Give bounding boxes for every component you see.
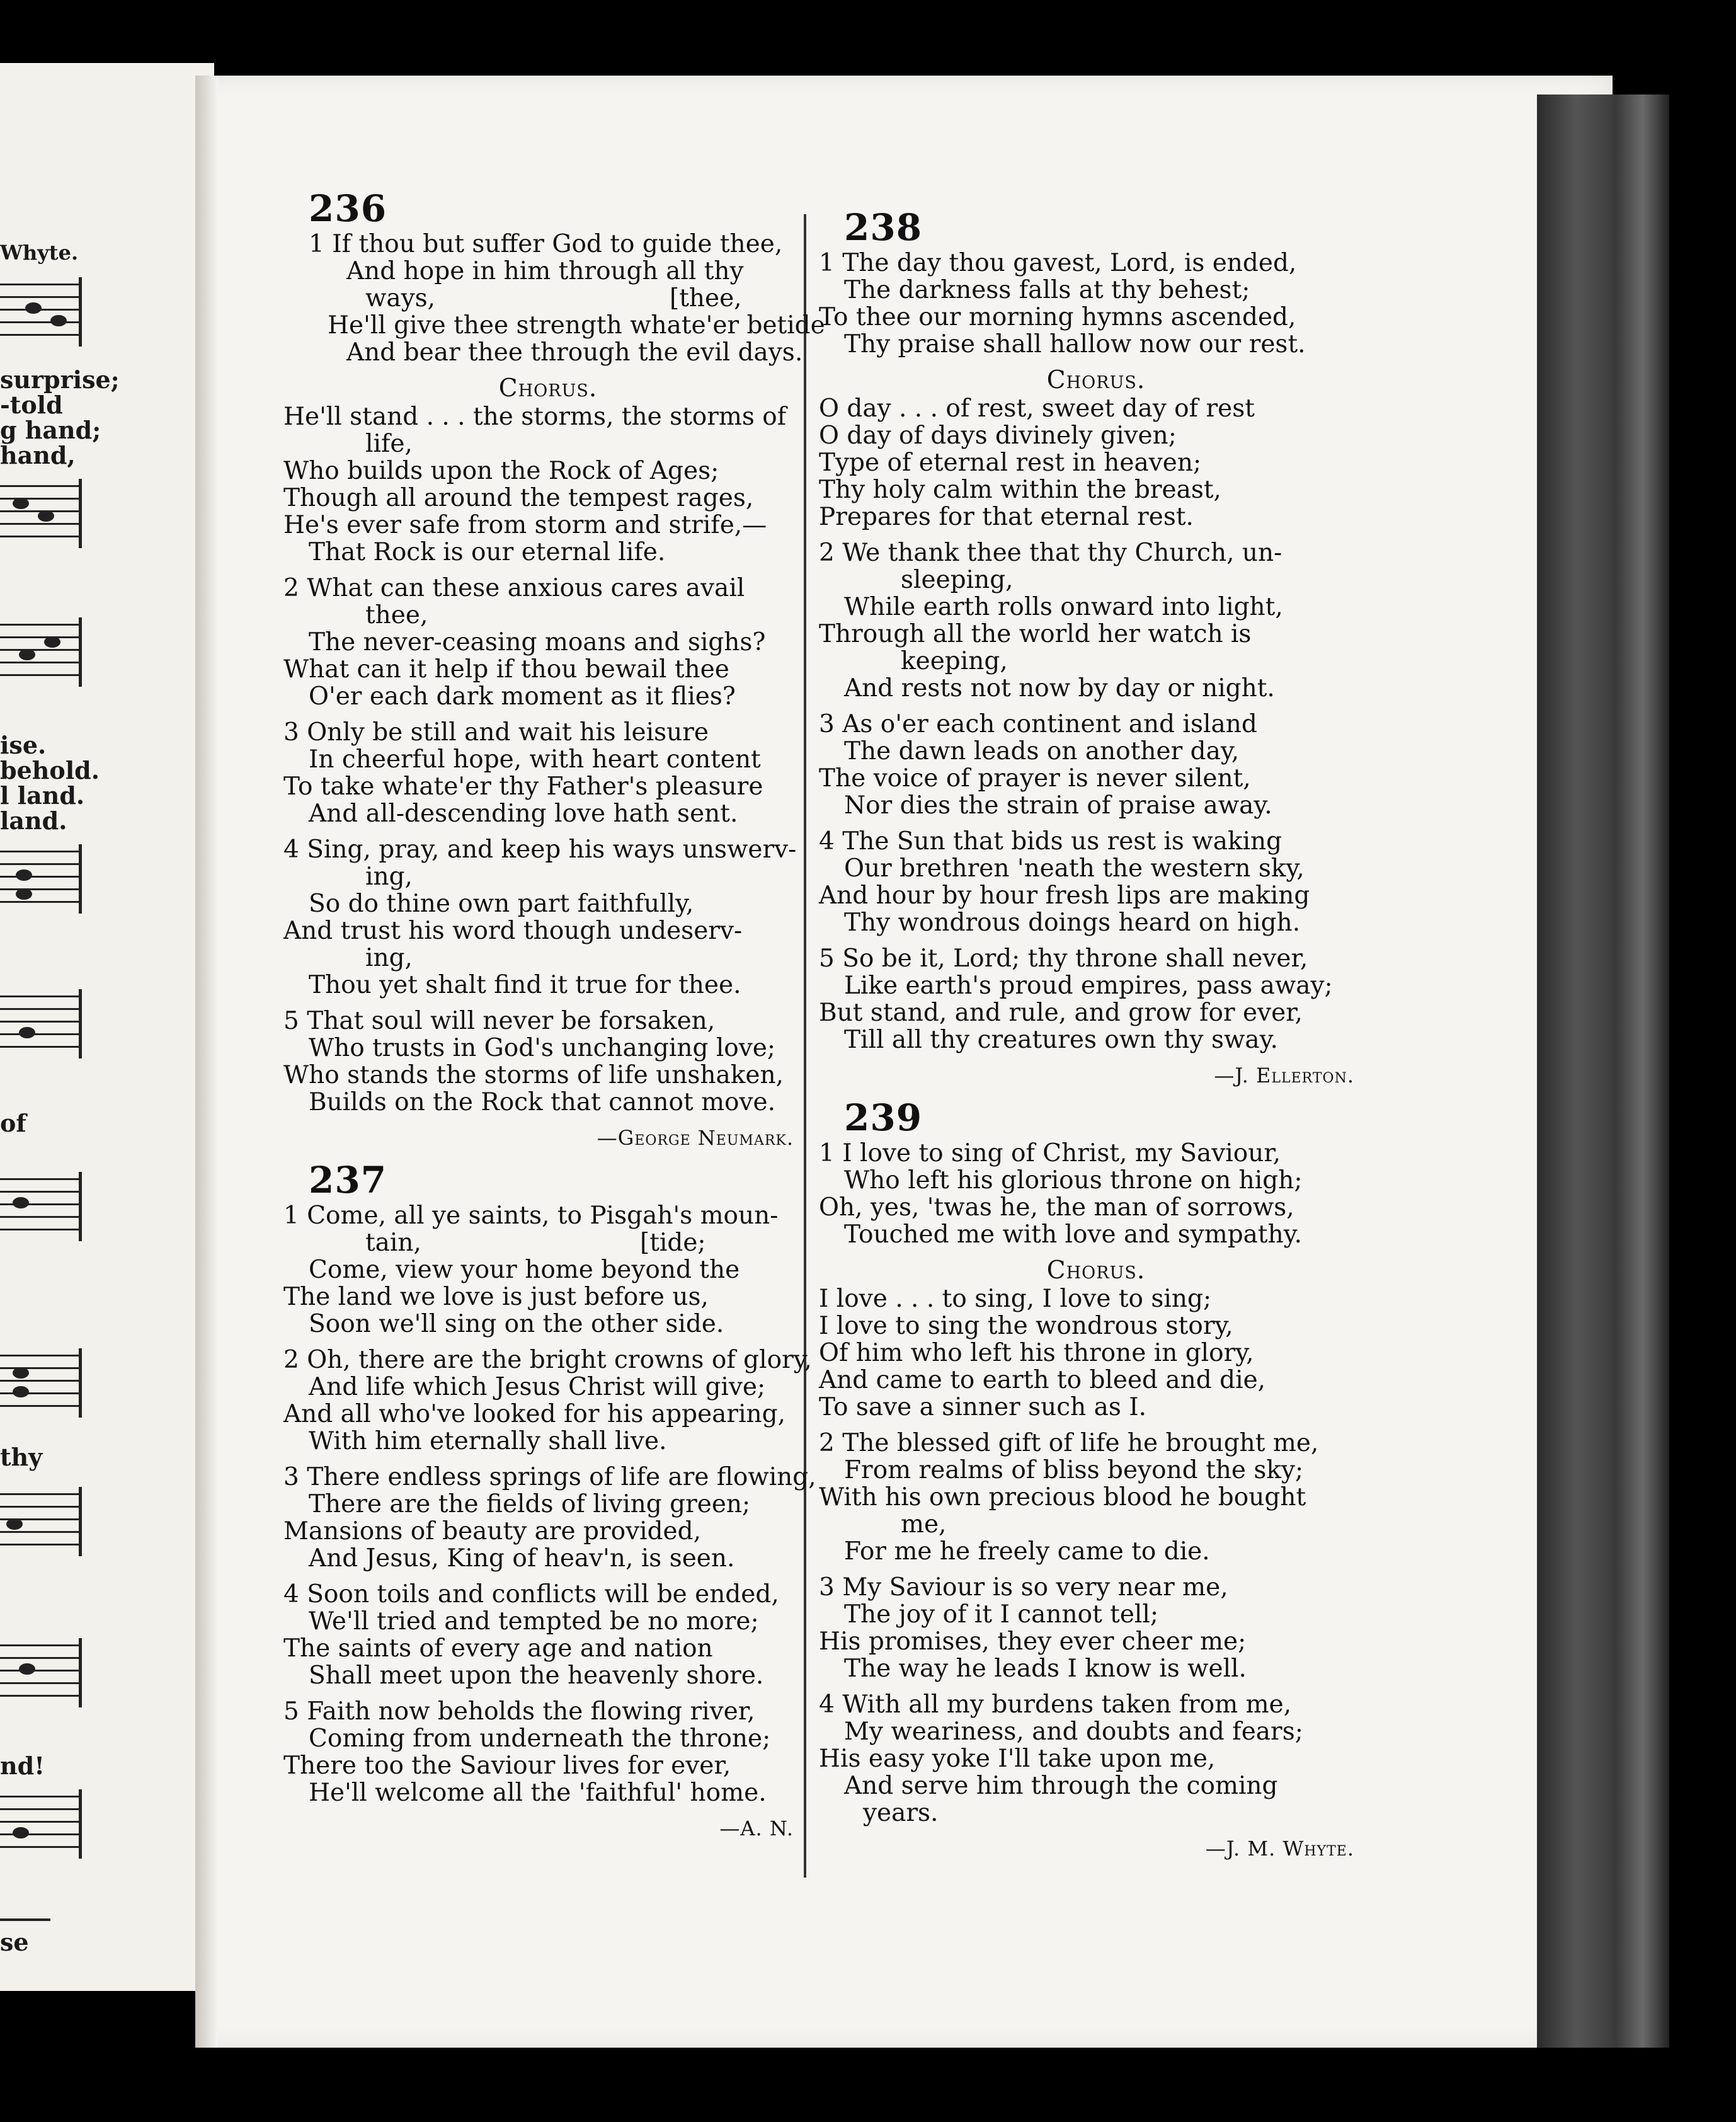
page-fragment-text: -told xyxy=(0,391,63,419)
page-fragment-text: thy xyxy=(0,1443,43,1471)
verse-line: 3 There endless springs of life are flowing, xyxy=(283,1463,816,1491)
verse-line: My weariness, and doubts and fears; xyxy=(844,1718,1303,1746)
left-column xyxy=(283,187,825,1851)
verse-line: 3 My Saviour is so very near me, xyxy=(819,1573,1228,1602)
verse-line: 1 If thou but suffer God to guide thee, xyxy=(309,230,783,258)
verse-line: 2 We thank thee that thy Church, un- xyxy=(819,539,1282,567)
verse-line: sleeping, xyxy=(901,566,1014,594)
verse-line: And Jesus, King of heav'n, is seen. xyxy=(309,1544,735,1573)
hymn-author: —J. Ellerton. xyxy=(1214,1064,1354,1087)
music-staff xyxy=(0,479,82,548)
verse-line: O day of days divinely given; xyxy=(819,422,1177,450)
music-staff xyxy=(0,1348,82,1418)
verse-line: Thy holy calm within the breast, xyxy=(819,476,1221,504)
verse-line: To thee our morning hymns ascended, xyxy=(819,303,1296,331)
gutter-shadow xyxy=(195,76,218,2048)
verse-line: And came to earth to bleed and die, xyxy=(819,1366,1266,1394)
verse-line: Touched me with love and sympathy. xyxy=(844,1220,1302,1249)
verse-line: For me he freely came to die. xyxy=(844,1537,1210,1566)
stanza xyxy=(819,1574,1373,1682)
previous-page-fragment xyxy=(0,63,214,1991)
verse-line: Shall meet upon the heavenly shore. xyxy=(309,1661,764,1690)
verse-line: With him eternally shall live. xyxy=(309,1427,667,1455)
verse-line: So do thine own part faithfully, xyxy=(309,890,694,918)
stanza xyxy=(283,1346,813,1455)
chorus-heading: Chorus. xyxy=(1046,366,1146,394)
verse-line: Who stands the storms of life unshaken, xyxy=(283,1061,784,1089)
stanza xyxy=(283,836,813,999)
page-fragment-text: se xyxy=(0,1928,29,1956)
verse-line: From realms of bliss beyond the sky; xyxy=(844,1456,1304,1484)
verse-line: Coming from underneath the throne; xyxy=(309,1724,771,1753)
music-staff xyxy=(0,277,82,347)
stanza xyxy=(283,1581,813,1689)
verse-line: While earth rolls onward into light, xyxy=(844,593,1283,621)
verse-line: 3 As o'er each continent and island xyxy=(819,710,1257,738)
stanza xyxy=(283,1463,816,1573)
verse-line: me, xyxy=(901,1510,947,1539)
verse-line: Type of eternal rest in heaven; xyxy=(819,449,1202,477)
stanza xyxy=(283,575,813,710)
hymn xyxy=(819,208,1373,1089)
verse-line: 5 Faith now beholds the flowing river, xyxy=(283,1697,755,1726)
chorus-heading: Chorus. xyxy=(1046,1256,1146,1285)
hymn xyxy=(283,1159,816,1842)
chorus-heading: Chorus. xyxy=(498,374,598,403)
verse-line: Who left his glorious throne on high; xyxy=(844,1166,1303,1195)
verse-line: He'll stand . . . the storms, the storms of xyxy=(283,403,787,431)
verse-line: 3 Only be still and wait his leisure xyxy=(283,718,709,747)
verse-line: There are the fields of living green; xyxy=(309,1490,751,1518)
hymn xyxy=(819,1098,1373,1862)
verse-line: I love . . . to sing, I love to sing; xyxy=(819,1285,1212,1313)
right-column xyxy=(819,208,1373,1871)
verse-line: life, xyxy=(365,430,413,458)
stanza xyxy=(819,828,1373,936)
verse-line: There too the Saviour lives for ever, xyxy=(283,1752,731,1780)
verse-line: 2 Oh, there are the bright crowns of glory, xyxy=(283,1346,812,1374)
page-fragment-text: of xyxy=(0,1109,26,1137)
verse-line: And trust his word though undeserv- xyxy=(283,917,743,945)
verse-line: And all who've looked for his appearing, xyxy=(283,1400,786,1428)
page-fragment-text: hand, xyxy=(0,441,76,469)
verse-line: And bear thee through the evil days. xyxy=(346,338,803,367)
hymn xyxy=(283,187,825,1152)
verse-line: Through all the world her watch is xyxy=(819,620,1252,648)
hymn-author: —J. M. Whyte. xyxy=(1205,1837,1354,1861)
verse-line: keeping, xyxy=(901,647,1008,675)
verse-line: His easy yoke I'll take upon me, xyxy=(819,1745,1216,1773)
verse-line: Like earth's proud empires, pass away; xyxy=(844,972,1333,1000)
verse-line: That Rock is our eternal life. xyxy=(309,538,666,566)
verse-line: Though all around the tempest rages, xyxy=(283,484,754,512)
verse-line: The voice of prayer is never silent, xyxy=(819,764,1251,793)
stanza xyxy=(819,249,1373,358)
verse-line: The never-ceasing moans and sighs? xyxy=(309,628,766,657)
verse-line: Who builds upon the Rock of Ages; xyxy=(283,457,719,485)
music-staff xyxy=(0,1638,82,1707)
stanza xyxy=(819,539,1373,702)
verse-line: Prepares for that eternal rest. xyxy=(819,503,1194,531)
verse-line: 2 What can these anxious cares avail xyxy=(283,574,745,602)
verse-line: But stand, and rule, and grow for ever, xyxy=(819,999,1303,1027)
verse-line: To take whate'er thy Father's pleasure xyxy=(283,772,763,801)
chorus xyxy=(819,367,1373,530)
verse-line: With his own precious blood he bought xyxy=(819,1483,1306,1511)
music-staff xyxy=(0,989,82,1058)
hymn-number: 239 xyxy=(844,1096,923,1139)
verse-line: Of him who left his throne in glory, xyxy=(819,1339,1254,1367)
stanza xyxy=(819,1691,1373,1827)
verse-line: Builds on the Rock that cannot move. xyxy=(309,1088,776,1116)
verse-line: In cheerful hope, with heart content xyxy=(309,745,761,774)
music-staff xyxy=(0,844,82,914)
page-fragment-text: g hand; xyxy=(0,416,101,444)
verse-line: 4 With all my burdens taken from me, xyxy=(819,1690,1292,1719)
music-staff xyxy=(0,1172,82,1241)
verse-line: Thy wondrous doings heard on high. xyxy=(844,909,1301,937)
music-staff xyxy=(0,1487,82,1556)
verse-line: 4 Sing, pray, and keep his ways unswerv- xyxy=(283,835,797,864)
verse-line: Come, view your home beyond the xyxy=(309,1256,740,1284)
hymn-author: —A. N. xyxy=(719,1816,794,1840)
page-fragment-text: ise. xyxy=(0,731,47,759)
hymn-number: 236 xyxy=(309,187,387,230)
verse-line: We'll tried and tempted be no more; xyxy=(309,1607,759,1636)
stanza xyxy=(283,719,813,827)
verse-line: The joy of it I cannot tell; xyxy=(844,1600,1158,1629)
hymn-number: 238 xyxy=(844,206,923,249)
verse-line: Soon we'll sing on the other side. xyxy=(309,1310,724,1338)
hymn-author: —George Neumark. xyxy=(597,1126,794,1150)
page-fragment-text: nd! xyxy=(0,1752,45,1780)
verse-line: He'll give thee strength whate'er betide xyxy=(328,311,825,340)
verse-line: He'll welcome all the 'faithful' home. xyxy=(309,1779,767,1807)
verse-line: Nor dies the strain of praise away. xyxy=(844,791,1272,820)
verse-line: thee, xyxy=(365,601,428,629)
stanza xyxy=(819,711,1373,819)
stanza xyxy=(819,1430,1373,1565)
verse-line: 5 That soul will never be forsaken, xyxy=(283,1007,716,1035)
page-fragment-text: l land. xyxy=(0,781,85,810)
verse-line: ways, [thee, xyxy=(365,284,742,313)
stanza xyxy=(819,1140,1373,1248)
verse-line: His promises, they ever cheer me; xyxy=(819,1627,1247,1656)
verse-line: The way he leads I know is well. xyxy=(844,1655,1247,1683)
verse-line: 1 I love to sing of Christ, my Saviour, xyxy=(819,1139,1281,1167)
verse-line: 5 So be it, Lord; thy throne shall never, xyxy=(819,944,1308,973)
stanza xyxy=(283,1698,813,1806)
verse-line: And all-descending love hath sent. xyxy=(309,800,738,828)
verse-line: And serve him through the coming xyxy=(844,1772,1278,1800)
verse-line: Oh, yes, 'twas he, the man of sorrows, xyxy=(819,1193,1294,1222)
verse-line: 4 Soon toils and conflicts will be ended, xyxy=(283,1580,779,1609)
verse-line: And hope in him through all thy xyxy=(346,257,744,285)
stanza xyxy=(283,1007,813,1116)
verse-line: Thy praise shall hallow now our rest. xyxy=(844,330,1306,358)
verse-line: 1 Come, all ye saints, to Pisgah's moun- xyxy=(283,1202,779,1230)
music-staff xyxy=(0,617,82,687)
page-fragment-text: surprise; xyxy=(0,365,120,394)
verse-line: To save a sinner such as I. xyxy=(819,1393,1147,1421)
page-edge xyxy=(1537,95,1669,2048)
verse-line: The land we love is just before us, xyxy=(283,1283,709,1311)
verse-line: Mansions of beauty are provided, xyxy=(283,1517,701,1546)
verse-line: The dawn leads on another day, xyxy=(844,737,1240,766)
verse-line: The saints of every age and nation xyxy=(283,1634,713,1663)
verse-line: He's ever safe from storm and strife,— xyxy=(283,511,767,539)
verse-line: O day . . . of rest, sweet day of rest xyxy=(819,394,1255,423)
verse-line: 4 The Sun that bids us rest is waking xyxy=(819,827,1282,856)
verse-line: What can it help if thou bewail thee xyxy=(283,655,729,684)
music-staff xyxy=(0,1789,82,1859)
verse-line: Our brethren 'neath the western sky, xyxy=(844,854,1305,883)
verse-line: Thou yet shalt find it true for thee. xyxy=(309,971,741,999)
verse-line: ing, xyxy=(365,863,413,891)
verse-line: And rests not now by day or night. xyxy=(844,674,1275,703)
chorus xyxy=(819,1257,1373,1421)
verse-line: I love to sing the wondrous story, xyxy=(819,1312,1233,1340)
stanza xyxy=(283,1202,813,1338)
verse-line: tain, [tide; xyxy=(365,1229,706,1257)
verse-line: years. xyxy=(863,1799,939,1827)
page-fragment-text: behold. xyxy=(0,756,100,784)
verse-line: 1 The day thou gavest, Lord, is ended, xyxy=(819,249,1297,277)
verse-line: And hour by hour fresh lips are making xyxy=(819,881,1310,910)
verse-line: The darkness falls at thy behest; xyxy=(844,276,1250,304)
verse-line: O'er each dark moment as it flies? xyxy=(309,682,736,711)
stanza xyxy=(819,945,1373,1053)
page-fragment-text: Whyte. xyxy=(0,241,79,265)
chorus xyxy=(283,375,813,566)
verse-line: And life which Jesus Christ will give; xyxy=(309,1373,766,1401)
divider-rule xyxy=(0,1918,50,1921)
verse-line: 2 The blessed gift of life he brought me, xyxy=(819,1429,1319,1457)
page-fragment-text: land. xyxy=(0,806,67,835)
hymn-number: 237 xyxy=(309,1159,387,1202)
stanza xyxy=(283,230,825,367)
verse-line: Till all thy creatures own thy sway. xyxy=(844,1026,1278,1054)
verse-line: ing, xyxy=(365,944,413,972)
verse-line: Who trusts in God's unchanging love; xyxy=(309,1034,776,1062)
